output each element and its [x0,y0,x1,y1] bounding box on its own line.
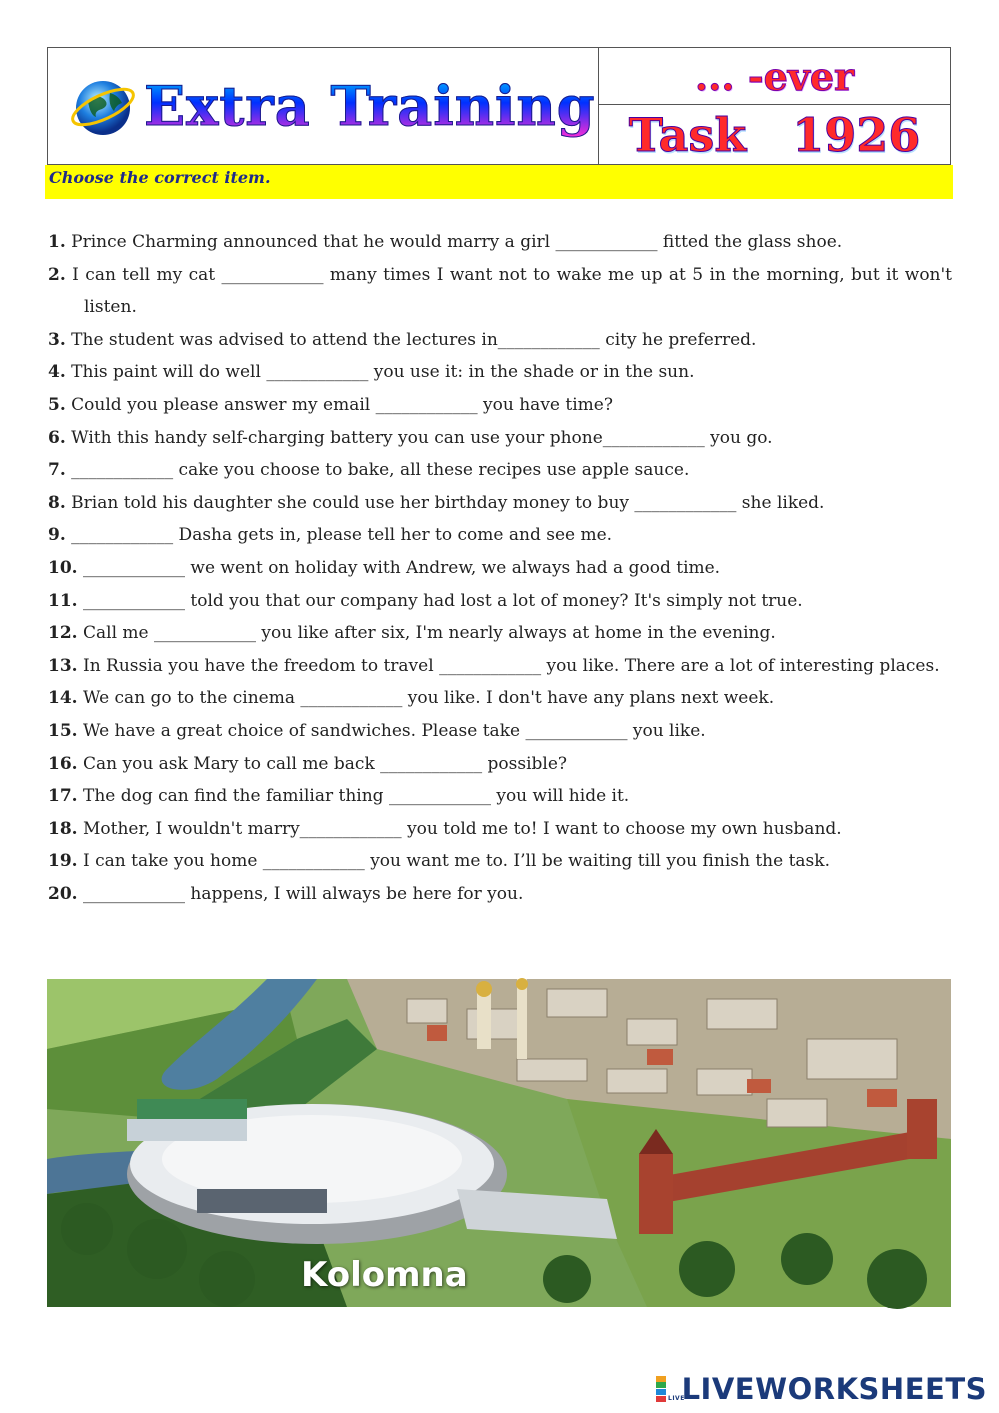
question-text: ____________ Dasha gets in, please tell her to come and see me. [71,525,613,546]
aerial-city-illustration [47,979,951,1307]
question-number: 16. [48,753,78,774]
question-number: 13. [48,655,78,676]
question-text: We can go to the cinema ____________ you like. I don't have any plans next week. [82,688,775,709]
question-item [48,356,952,389]
question-number: 8. [48,492,66,513]
footer-brand[interactable] [656,1372,987,1406]
question-number: 20. [48,883,78,904]
kolomna-photo [47,979,951,1307]
question-number: 4. [48,362,66,383]
question-item [48,682,952,715]
question-number: 12. [48,623,78,644]
question-number: 6. [48,427,66,448]
question-text: The dog can find the familiar thing ____________ you will hide it. [82,786,630,807]
question-item [48,454,952,487]
question-text: ____________ cake you choose to bake, all these recipes use apple sauce. [71,460,690,481]
question-number: 19. [48,851,78,872]
question-text: Can you ask Mary to call me back ____________ possible? [82,753,568,774]
logo-text: LIVE [667,1395,685,1402]
question-number: 3. [48,329,66,350]
question-text: Mother, I wouldn't marry____________ you told me to! I want to choose my own husband. [82,818,842,839]
question-number: 5. [48,394,66,415]
question-text: ____________ we went on holiday with Andrew, we always had a good time. [82,557,721,578]
question-item [48,650,952,683]
footer-brand-text: LIVEWORKSHEETS [681,1372,987,1406]
question-item [48,259,952,324]
liveworksheets-logo-icon [656,1376,685,1402]
instruction-banner: Choose the correct item. [45,165,953,199]
question-item [48,389,952,422]
question-text: Could you please answer my email ____________ you have time? [71,394,613,415]
question-number: 18. [48,818,78,839]
question-text: Prince Charming announced that he would marry a girl ____________ fitted the glass shoe. [71,232,843,252]
task-number: 1926 [792,107,921,162]
question-text: With this handy self-charging battery you can use your phone____________ you go. [71,427,773,448]
question-number: 9. [48,525,66,546]
question-number: 11. [48,590,78,611]
question-text: I can take you home ____________ you want me to. I’ll be waiting till you finish the task. [82,851,830,872]
question-item [48,226,952,259]
question-number: 15. [48,720,78,741]
topic-title: ... -ever [599,48,950,105]
question-text: The student was advised to attend the lectures in____________ city he preferred. [71,329,757,350]
photo-caption: Kolomna [301,1255,468,1295]
question-number: 14. [48,688,78,709]
question-item [48,519,952,552]
question-item [48,845,952,878]
question-text: I can tell my cat ____________ many times I want not to wake me up at 5 in the morning, but it won't listen. [72,264,953,318]
question-item [48,422,952,455]
question-text: This paint will do well ____________ you use it: in the shade or in the sun. [71,362,695,383]
question-item [48,324,952,357]
question-text: Brian told his daughter she could use her birthday money to buy ____________ she liked. [71,492,825,513]
brand-area [48,48,599,164]
question-text: In Russia you have the freedom to travel ____________ you like. There are a lot of interesting places. [82,655,940,676]
task-id [599,105,950,164]
question-item [48,715,952,748]
question-number: 2. [48,264,66,285]
question-item [48,585,952,618]
worksheet-header [47,47,951,165]
question-item [48,748,952,781]
question-text: ____________ told you that our company had lost a lot of money? It's simply not true. [82,590,803,611]
question-text: ____________ happens, I will always be here for you. [82,883,524,904]
question-list [48,226,952,910]
question-item [48,617,952,650]
question-item [48,780,952,813]
question-item [48,813,952,846]
task-area [599,48,950,164]
question-text: We have a great choice of sandwiches. Please take ____________ you like. [82,720,706,741]
question-item [48,487,952,520]
question-number: 10. [48,557,78,578]
task-label: Task [628,107,747,162]
question-number: 1. [48,232,66,252]
question-item [48,552,952,585]
question-item [48,878,952,911]
globe-icon [68,71,138,141]
question-text: Call me ____________ you like after six, I'm nearly always at home in the evening. [82,623,776,644]
question-number: 17. [48,786,78,807]
question-number: 7. [48,460,66,481]
brand-title: Extra Training [144,74,596,138]
